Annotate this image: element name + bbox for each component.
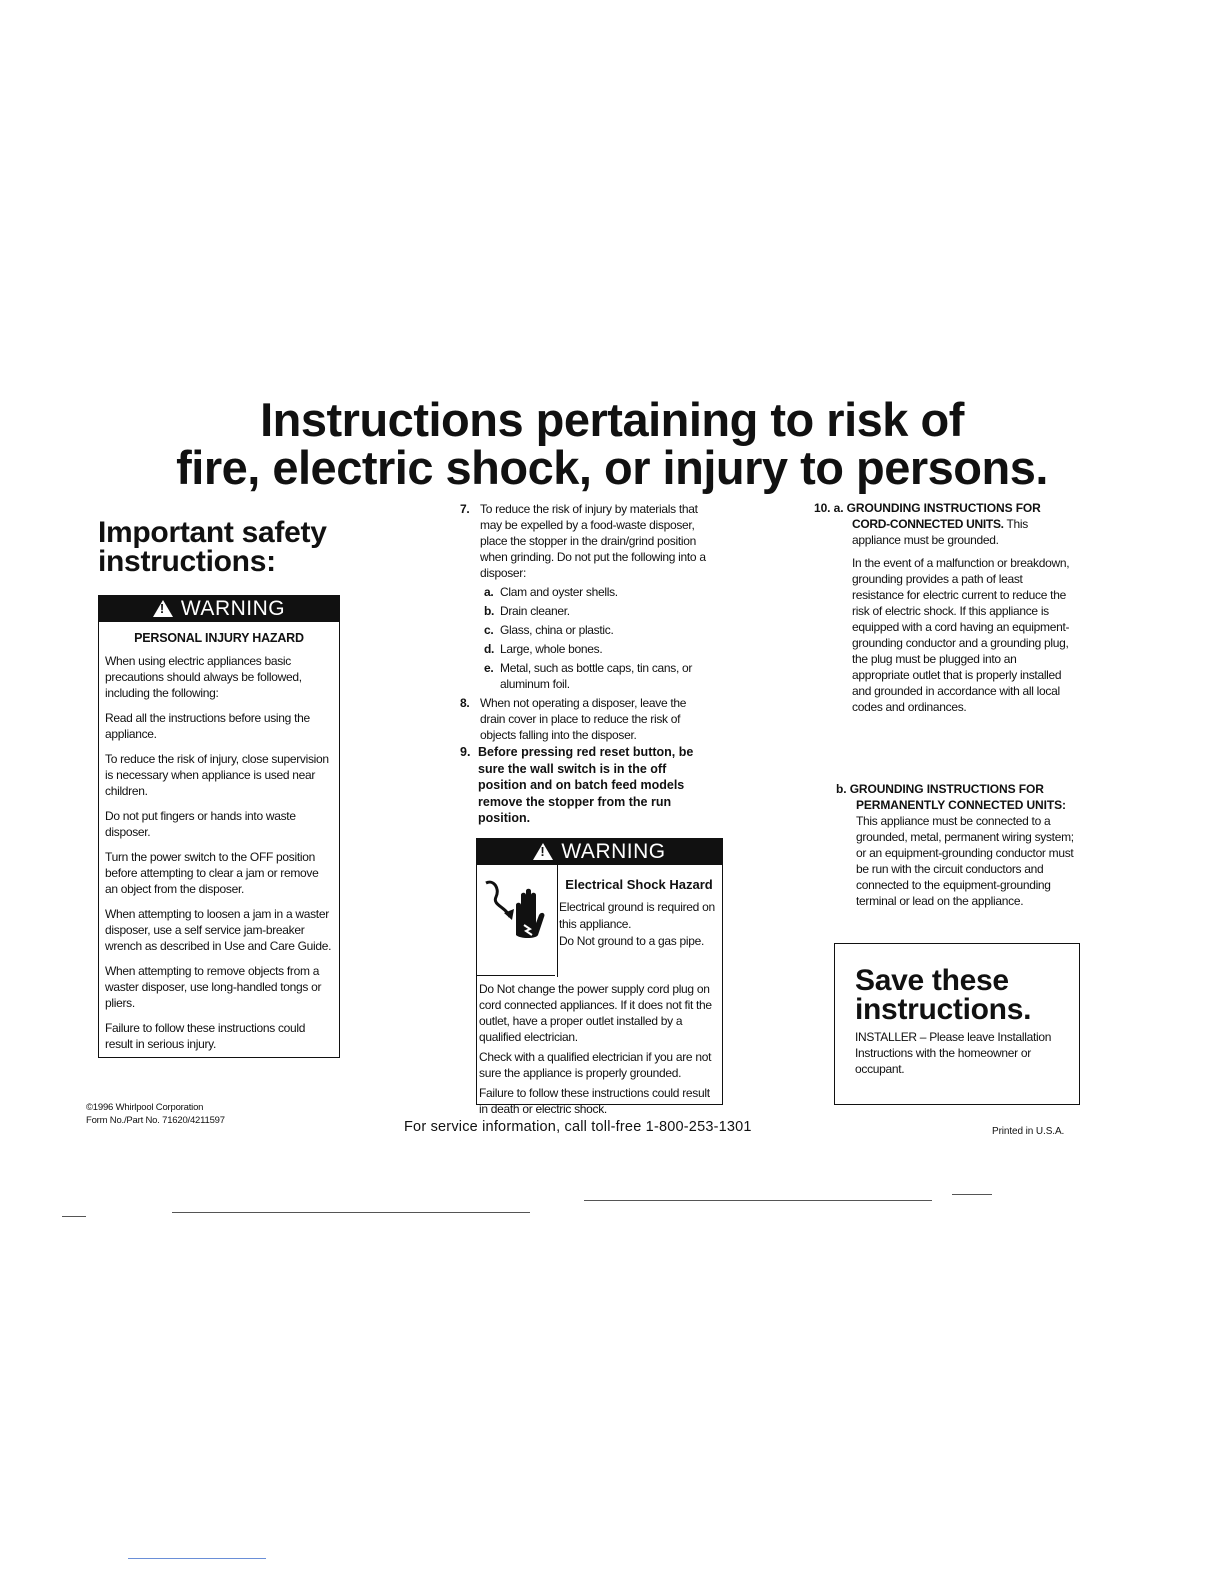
warning-paragraph: Do Not change the power supply cord plug on cord connected appliances. If it does not fit the outlet, have a proper outlet installed by a qualified electrician. (479, 982, 712, 1044)
divider (557, 865, 558, 977)
safety-heading: Important safety instructions: (98, 516, 327, 578)
item-number: 8. (460, 696, 470, 710)
hazard-side-text (559, 899, 721, 950)
warning-paragraph: Failure to follow these instructions could result in serious injury. (105, 1021, 306, 1051)
grounding-body: This appliance must be connected to a grounded, metal, permanent wiring system; or an equipment-grounding conductor must be run with the circuit conductors and connected to the equipment-grounding terminal or lead on the appliance. (856, 814, 1074, 908)
hazard-title: PERSONAL INJURY HAZARD (134, 631, 304, 645)
warning-triangle-icon (153, 600, 173, 617)
grounding-heading (836, 781, 1076, 797)
divider (477, 975, 555, 976)
page-title-line-1: Instructions pertaining to risk of (260, 393, 964, 446)
sub-item-letter: c. (484, 623, 494, 637)
instruction-item-7 (460, 501, 710, 692)
electric-shock-hand-icon (480, 873, 556, 949)
warning-banner-label: WARNING (180, 597, 286, 620)
scan-line (584, 1200, 932, 1201)
sub-item-letter: b. (484, 604, 495, 618)
item-text: When not operating a disposer, leave the drain cover in place to reduce the risk of objects falling into the disposer. (480, 696, 687, 742)
sub-item-letter: d. (484, 642, 495, 656)
item-number: 10. a. (814, 501, 844, 515)
grounding-heading-line-2: CORD-CONNECTED UNITS. (852, 517, 1004, 531)
grounding-heading-line-2: PERMANENTLY CONNECTED UNITS: (856, 798, 1066, 812)
grounding-body: In the event of a malfunction or breakdown, grounding provides a path of least resistance for electric current to reduce the risk of electric shock. If this appliance is equipped with a cord having an equipment-grounding conductor and a grounding plug, the plug must be plugged into an appropriate outlet that is properly installed and grounded in accordance with all local codes and ordinances. (852, 556, 1070, 714)
save-instructions-box (834, 943, 1080, 1105)
sub-item (484, 584, 710, 600)
grounding-lead-text: This appliance must be grounded. (852, 517, 1029, 547)
grounding-heading (814, 500, 1074, 516)
warning-paragraph: Read all the instructions before using the appliance. (105, 711, 310, 741)
scan-line (62, 1216, 86, 1217)
warning-paragraph: Do not put fingers or hands into waste disposer. (105, 809, 296, 839)
sub-item (484, 641, 710, 657)
grounding-lead (852, 516, 1074, 548)
sub-item (484, 622, 710, 638)
scan-line (952, 1194, 992, 1195)
sub-item-letter: e. (484, 661, 494, 675)
sub-item (484, 603, 710, 619)
hazard-title: Electrical Shock Hazard (565, 877, 713, 892)
save-title: Save these instructions. (855, 964, 1032, 1026)
grounding-instructions-permanent (836, 781, 1076, 909)
warning-paragraph: When attempting to remove objects from a waster disposer, use long-handled tongs or pliers. (105, 964, 322, 1010)
instruction-item-9 (460, 744, 710, 827)
item-text: Before pressing red reset button, be sure the wall switch is in the off position and on batch feed models remove the stopper from the run position. (478, 745, 694, 825)
gas-pipe-text: Do Not ground to a gas pipe. (559, 934, 705, 948)
item-number: b. (836, 782, 847, 796)
sub-item-text: Drain cleaner. (500, 604, 570, 618)
warning-paragraph: Failure to follow these instructions could result in death or electric shock. (479, 1086, 710, 1116)
printed-in-usa: Printed in U.S.A. (992, 1126, 1065, 1137)
electrical-shock-warning-box (476, 838, 723, 1116)
service-information: For service information, call toll-free 1-800-253-1301 (404, 1119, 752, 1135)
instruction-item-8 (460, 695, 710, 743)
page-title-line-2: fire, electric shock, or injury to persons. (176, 441, 1048, 494)
sub-item-text: Large, whole bones. (500, 642, 603, 656)
sub-item-letter: a. (484, 585, 494, 599)
warning-banner (477, 839, 722, 865)
warning-triangle-icon (533, 843, 553, 860)
sub-item-text: Clam and oyster shells. (500, 585, 618, 599)
scan-line (172, 1212, 530, 1213)
warning-paragraph: Turn the power switch to the OFF position before attempting to clear a jam or remove an object from the disposer. (105, 850, 319, 896)
form-number: Form No./Part No. 71620/4211597 (86, 1115, 225, 1126)
installer-note: INSTALLER – Please leave Installation Instructions with the homeowner or occupant. (855, 1030, 1052, 1076)
page-title (0, 393, 1224, 494)
warning-paragraph: When using electric appliances basic precautions should always be followed, including the following: (105, 654, 302, 700)
scan-line (128, 1558, 266, 1559)
warning-paragraph: When attempting to loosen a jam in a waster disposer, use a self service jam-breaker wrench as described in Use and Care Guide. (105, 907, 332, 953)
warning-paragraph: To reduce the risk of injury, close supervision is necessary when appliance is used near children. (105, 752, 329, 798)
ground-required-text: Electrical ground is required on this appliance. (559, 900, 715, 931)
grounding-instructions-cord (814, 500, 1074, 715)
personal-injury-warning-box (98, 595, 340, 1058)
copyright-notice (86, 1101, 336, 1127)
copyright-line: ©1996 Whirlpool Corporation (86, 1102, 204, 1113)
warning-banner-label: WARNING (561, 840, 666, 863)
warning-upper-section (477, 865, 722, 975)
grounding-heading-line-1: GROUNDING INSTRUCTIONS FOR (846, 501, 1041, 515)
item-text: To reduce the risk of injury by materials that may be expelled by a food-waste disposer, place the stopper in the drain/grind position when grinding. Do not put the following into a disposer: (480, 502, 706, 580)
warning-paragraph: Check with a qualified electrician if you are not sure the appliance is properly grounded. (479, 1050, 712, 1080)
sub-item-text: Metal, such as bottle caps, tin cans, or aluminum foil. (500, 661, 693, 691)
item-number: 7. (460, 502, 470, 516)
warning-lower-section (477, 975, 722, 1117)
sub-item (484, 660, 710, 692)
grounding-heading-line-1: GROUNDING INSTRUCTIONS FOR (849, 782, 1044, 796)
sub-item-text: Glass, china or plastic. (500, 623, 614, 637)
warning-banner (99, 596, 339, 622)
item-number: 9. (460, 745, 471, 759)
